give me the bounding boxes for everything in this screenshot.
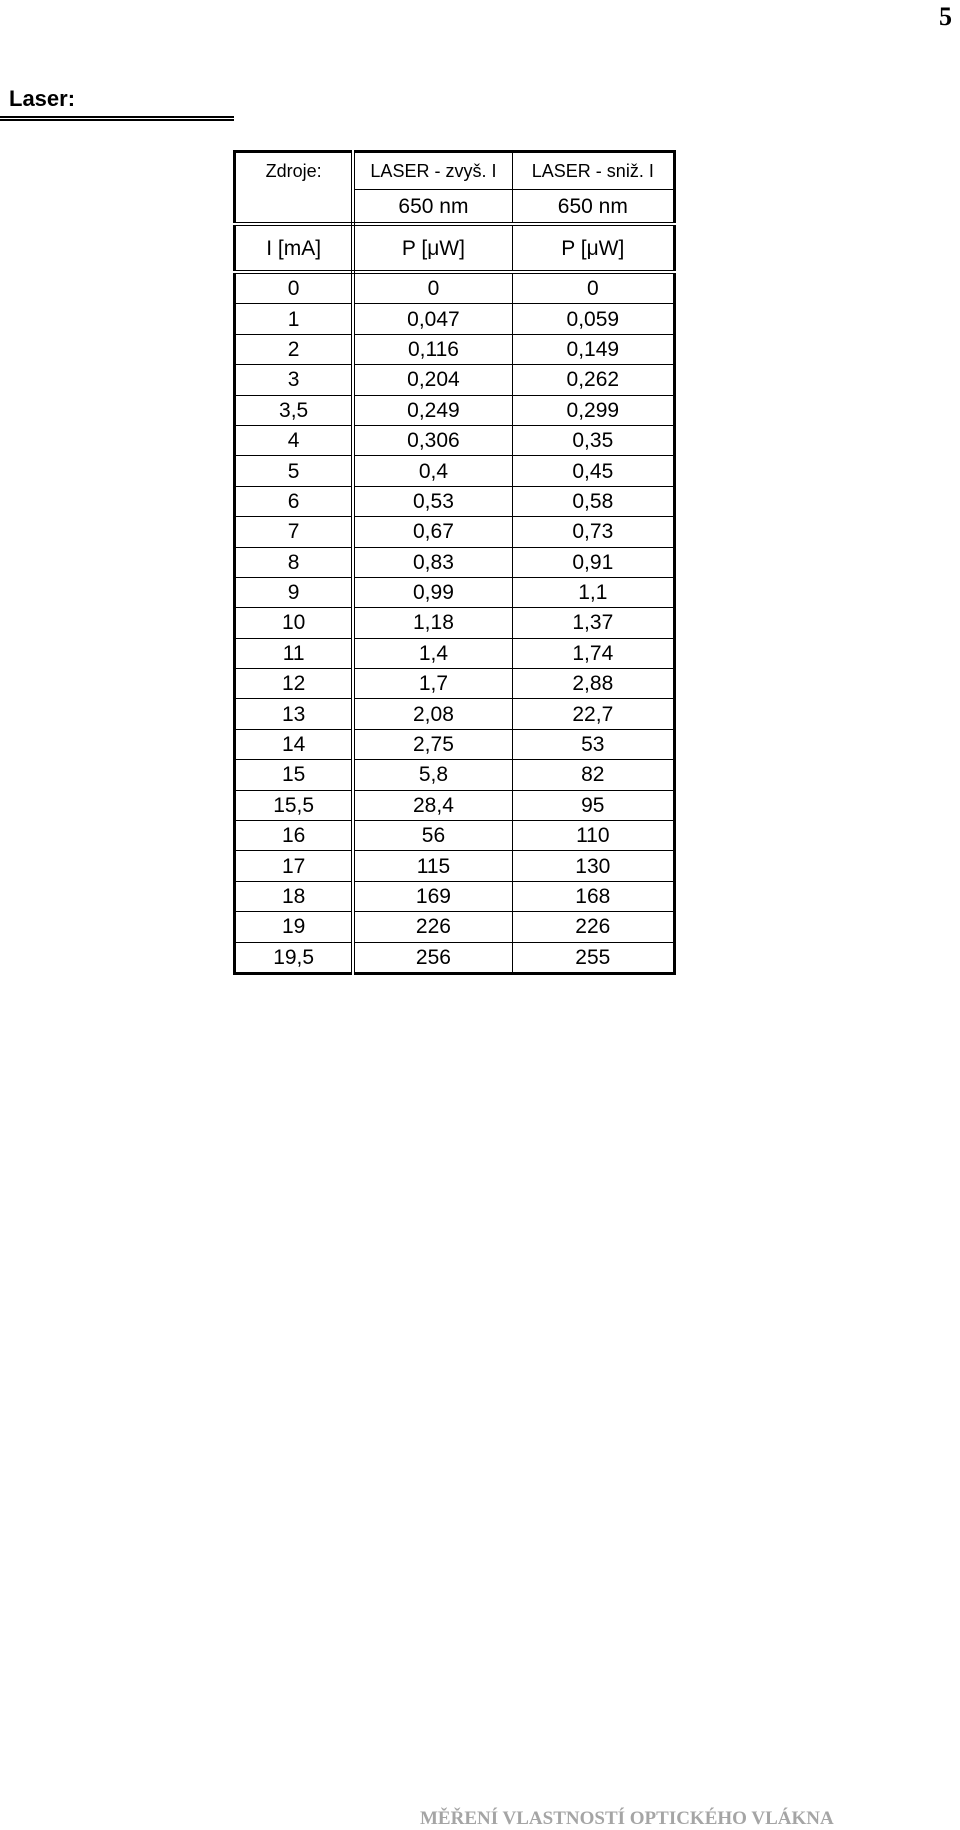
table-row <box>235 577 675 607</box>
power-decreasing-cell: 0,35 <box>512 425 674 455</box>
unit-current: I [mA] <box>235 224 354 272</box>
current-cell: 13 <box>235 699 354 729</box>
power-increasing-cell: 0,4 <box>353 456 512 486</box>
current-cell: 17 <box>235 851 354 881</box>
current-cell: 8 <box>235 547 354 577</box>
power-decreasing-cell: 82 <box>512 760 674 790</box>
laser-measurement-table <box>233 150 676 975</box>
power-decreasing-cell: 0,149 <box>512 334 674 364</box>
table-row <box>235 912 675 942</box>
power-increasing-cell: 56 <box>353 821 512 851</box>
column-header-increasing: LASER - zvyš. I <box>353 152 512 190</box>
table-row <box>235 547 675 577</box>
power-decreasing-cell: 168 <box>512 881 674 911</box>
table-row <box>235 760 675 790</box>
current-cell: 3 <box>235 365 354 395</box>
source-label: Zdroje: <box>235 152 354 190</box>
power-increasing-cell: 115 <box>353 851 512 881</box>
table-row <box>235 669 675 699</box>
current-cell: 19,5 <box>235 942 354 973</box>
power-decreasing-cell: 0,58 <box>512 486 674 516</box>
power-decreasing-cell: 1,1 <box>512 577 674 607</box>
power-increasing-cell: 169 <box>353 881 512 911</box>
power-decreasing-cell: 0,299 <box>512 395 674 425</box>
current-cell: 16 <box>235 821 354 851</box>
power-decreasing-cell: 22,7 <box>512 699 674 729</box>
power-increasing-cell: 0,83 <box>353 547 512 577</box>
wavelength-decreasing: 650 nm <box>512 190 674 225</box>
current-cell: 6 <box>235 486 354 516</box>
table-row <box>235 395 675 425</box>
current-cell: 4 <box>235 425 354 455</box>
heading-underline <box>0 116 234 121</box>
power-increasing-cell: 0,249 <box>353 395 512 425</box>
current-cell: 11 <box>235 638 354 668</box>
table-row <box>235 365 675 395</box>
power-increasing-cell: 5,8 <box>353 760 512 790</box>
power-decreasing-cell: 0,262 <box>512 365 674 395</box>
power-decreasing-cell: 1,37 <box>512 608 674 638</box>
power-increasing-cell: 0,047 <box>353 304 512 334</box>
current-cell: 2 <box>235 334 354 364</box>
power-decreasing-cell: 0,059 <box>512 304 674 334</box>
power-decreasing-cell: 0,91 <box>512 547 674 577</box>
power-increasing-cell: 0,116 <box>353 334 512 364</box>
table-row <box>235 942 675 973</box>
current-cell: 0 <box>235 272 354 304</box>
current-cell: 12 <box>235 669 354 699</box>
power-decreasing-cell: 226 <box>512 912 674 942</box>
table-row <box>235 699 675 729</box>
current-cell: 3,5 <box>235 395 354 425</box>
table-row <box>235 334 675 364</box>
power-increasing-cell: 1,4 <box>353 638 512 668</box>
power-decreasing-cell: 1,74 <box>512 638 674 668</box>
power-decreasing-cell: 0,73 <box>512 517 674 547</box>
power-increasing-cell: 0,99 <box>353 577 512 607</box>
table-row <box>235 638 675 668</box>
unit-power-decreasing: P [μW] <box>512 224 674 272</box>
column-header-decreasing: LASER - sniž. I <box>512 152 674 190</box>
footer-title: MĚŘENÍ VLASTNOSTÍ OPTICKÉHO VLÁKNA <box>420 1808 834 1829</box>
power-decreasing-cell: 0,45 <box>512 456 674 486</box>
current-cell: 14 <box>235 729 354 759</box>
current-cell: 15 <box>235 760 354 790</box>
page-number: 5 <box>939 2 952 31</box>
current-cell: 7 <box>235 517 354 547</box>
table-unit-row <box>235 224 675 272</box>
wavelength-empty-cell <box>235 190 354 225</box>
power-increasing-cell: 1,18 <box>353 608 512 638</box>
current-cell: 5 <box>235 456 354 486</box>
table-row <box>235 486 675 516</box>
table-row <box>235 881 675 911</box>
table-row <box>235 851 675 881</box>
power-decreasing-cell: 2,88 <box>512 669 674 699</box>
power-decreasing-cell: 255 <box>512 942 674 973</box>
power-decreasing-cell: 53 <box>512 729 674 759</box>
current-cell: 10 <box>235 608 354 638</box>
section-heading: Laser: <box>9 86 76 111</box>
current-cell: 9 <box>235 577 354 607</box>
power-increasing-cell: 0,204 <box>353 365 512 395</box>
current-cell: 19 <box>235 912 354 942</box>
table-wavelength-row <box>235 190 675 225</box>
table-row <box>235 608 675 638</box>
table-row <box>235 304 675 334</box>
table-row <box>235 272 675 304</box>
wavelength-increasing: 650 nm <box>353 190 512 225</box>
power-increasing-cell: 0,53 <box>353 486 512 516</box>
table-row <box>235 790 675 820</box>
power-decreasing-cell: 95 <box>512 790 674 820</box>
power-increasing-cell: 28,4 <box>353 790 512 820</box>
power-increasing-cell: 226 <box>353 912 512 942</box>
table-row <box>235 729 675 759</box>
power-decreasing-cell: 110 <box>512 821 674 851</box>
table-row <box>235 456 675 486</box>
current-cell: 1 <box>235 304 354 334</box>
power-increasing-cell: 1,7 <box>353 669 512 699</box>
table-row <box>235 821 675 851</box>
power-increasing-cell: 256 <box>353 942 512 973</box>
power-increasing-cell: 0,67 <box>353 517 512 547</box>
power-increasing-cell: 0 <box>353 272 512 304</box>
power-decreasing-cell: 0 <box>512 272 674 304</box>
power-increasing-cell: 2,08 <box>353 699 512 729</box>
table-row <box>235 425 675 455</box>
current-cell: 15,5 <box>235 790 354 820</box>
table-row <box>235 517 675 547</box>
unit-power-increasing: P [μW] <box>353 224 512 272</box>
table-source-row <box>235 152 675 190</box>
power-decreasing-cell: 130 <box>512 851 674 881</box>
power-increasing-cell: 0,306 <box>353 425 512 455</box>
power-increasing-cell: 2,75 <box>353 729 512 759</box>
current-cell: 18 <box>235 881 354 911</box>
